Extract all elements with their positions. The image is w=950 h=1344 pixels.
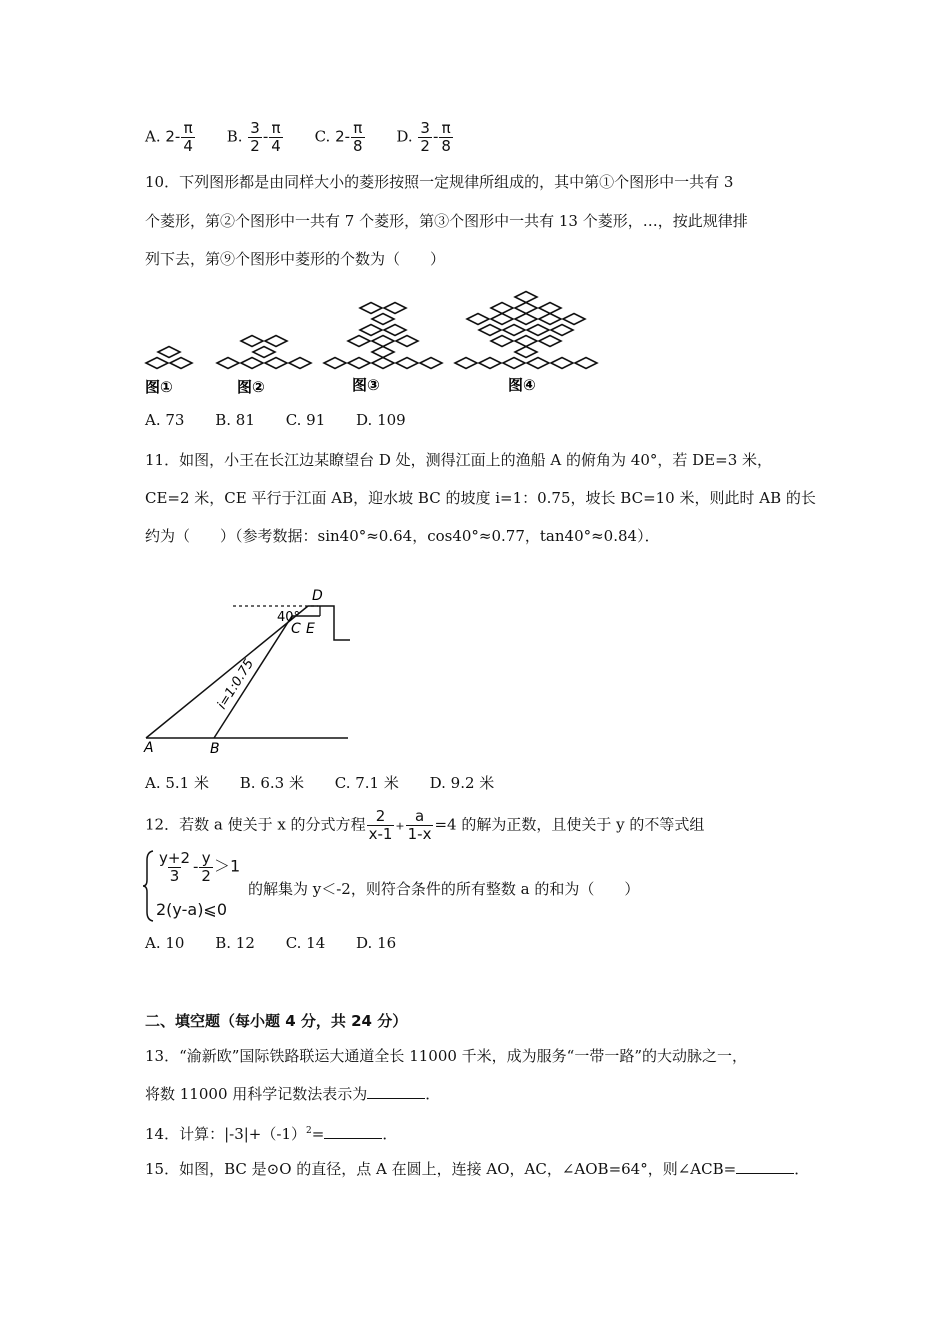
rhombus — [539, 303, 561, 314]
frac-num: 3 — [420, 119, 430, 137]
q9-options-row — [145, 120, 480, 155]
frac-den: 8 — [441, 137, 451, 155]
rhombus — [372, 336, 394, 347]
q11-options — [145, 772, 520, 793]
rhombus — [503, 325, 525, 336]
q13-line-1: 13．“渝新欧”国际铁路联运大通道全长 11000 千米，成为服务“一带一路”的大动脉之一， — [145, 1047, 748, 1065]
q10-option-c: C. 91 — [285, 411, 326, 429]
frac-num: y+2 — [159, 849, 190, 867]
frac-den: 2 — [201, 867, 211, 885]
frac-num: π — [183, 119, 193, 137]
q12-option-c: C. 14 — [285, 934, 326, 952]
label-angle: 40° — [277, 610, 301, 625]
rhombus — [563, 314, 585, 325]
rhombus — [515, 314, 537, 325]
frac-num: 2 — [375, 807, 386, 825]
section-2-title: 二、填空题（每小题 4 分，共 24 分） — [145, 1012, 408, 1030]
rhombus — [324, 358, 346, 369]
minus: - — [432, 127, 439, 146]
frac-den: 2 — [250, 137, 260, 155]
q12-inequality-2: 2(y-a)⩽0 — [156, 900, 228, 919]
q11-option-d: D. 9.2 米 — [429, 774, 495, 792]
rhombus — [241, 336, 263, 347]
rhombus — [455, 358, 477, 369]
rhombus — [384, 303, 406, 314]
q12-suffix: =4 的解为正数，且使关于 y 的不等式组 — [434, 815, 705, 834]
frac-den: x-1 — [368, 825, 393, 843]
rhombus — [372, 358, 394, 369]
q12-option-a: A. 10 — [145, 934, 185, 952]
rhombus — [265, 336, 287, 347]
minus: - — [262, 127, 269, 146]
q11-option-a: A. 5.1 米 — [145, 774, 209, 792]
q10-option-a: A. 73 — [145, 411, 185, 429]
rhombus — [241, 358, 263, 369]
system-brace — [143, 850, 155, 922]
q15-line — [145, 1159, 809, 1179]
rhombus — [348, 336, 370, 347]
q13-text: 将数 11000 用科学记数法表示为 — [145, 1085, 368, 1103]
q14-exponent: 2 — [306, 1126, 312, 1136]
rhombus — [491, 314, 513, 325]
rhombus — [527, 358, 549, 369]
frac-den: 4 — [183, 137, 193, 155]
option-label: D. — [396, 127, 413, 146]
q12-options — [145, 934, 422, 952]
q9-option-b — [227, 120, 284, 155]
rhombus — [372, 347, 394, 358]
label-c: C — [291, 621, 301, 637]
q14-text: 14．计算：|-3|+（-1） — [145, 1125, 306, 1143]
label-d: D — [312, 588, 323, 604]
q14-equals: = — [311, 1125, 325, 1143]
fraction — [248, 120, 262, 155]
rhombus — [551, 358, 573, 369]
q15-end: ． — [794, 1160, 810, 1178]
frac-num: a — [414, 807, 425, 825]
rhombus — [479, 325, 501, 336]
rhombus — [360, 303, 382, 314]
option-label: B. — [226, 127, 243, 146]
rhombus — [170, 358, 192, 369]
fraction — [181, 120, 195, 155]
rhombus — [551, 325, 573, 336]
rhombus — [146, 358, 168, 369]
answer-blank — [736, 1159, 794, 1174]
option-label: A. — [145, 127, 161, 146]
frac-num: π — [353, 119, 363, 137]
rhombus — [420, 358, 442, 369]
label-a: A — [144, 740, 154, 756]
q12-line-2: 的解集为 y＜-2，则符合条件的所有整数 a 的和为（ ） — [248, 880, 640, 898]
q10-option-d: D. 109 — [356, 411, 406, 429]
q11-option-b: B. 6.3 米 — [239, 774, 304, 792]
rhombus-group — [146, 292, 597, 369]
q9-option-d — [396, 120, 454, 155]
q13-line-2 — [145, 1084, 440, 1104]
label-slope: i=1:0.75 — [214, 656, 258, 713]
label-e: E — [306, 621, 315, 637]
option-int: 2- — [335, 127, 351, 146]
slope-bc — [214, 616, 292, 738]
fraction — [406, 808, 434, 843]
rhombus — [515, 292, 537, 303]
q10-line-3: 列下去，第⑨个图形中菱形的个数为（ ） — [145, 250, 446, 268]
q14-line — [145, 1121, 397, 1144]
frac-den: 3 — [169, 867, 180, 885]
rhombus — [253, 347, 275, 358]
q12-option-b: B. 12 — [215, 934, 255, 952]
rhombus — [539, 336, 561, 347]
q10-line-2: 个菱形，第②个图形中一共有 7 个菱形，第③个图形中一共有 13 个菱形，…，按此规律排 — [145, 212, 748, 230]
rhombus — [539, 314, 561, 325]
rhombus — [575, 358, 597, 369]
frac-den: 8 — [353, 137, 363, 155]
q12-line-1 — [145, 808, 704, 843]
q12-option-d: D. 16 — [356, 934, 397, 952]
rhombus — [360, 325, 382, 336]
rhombus — [491, 336, 513, 347]
ineq-rhs: ＞1 — [213, 856, 241, 876]
fig-label-4: 图④ — [508, 376, 536, 394]
frac-den: 4 — [271, 137, 281, 155]
frac-num: y — [201, 849, 211, 867]
fraction — [439, 120, 453, 155]
answer-blank — [367, 1084, 425, 1099]
frac-den: 1-x — [407, 825, 432, 843]
frac-den: 2 — [420, 137, 430, 155]
frac-num: π — [271, 119, 281, 137]
q10-option-b: B. 81 — [215, 411, 255, 429]
q9-option-a — [145, 120, 196, 155]
q10-line-1: 10．下列图形都是由同样大小的菱形按照一定规律所组成的，其中第①个图形中一共有 3 — [145, 173, 734, 191]
fraction — [199, 850, 213, 885]
rhombus — [503, 358, 525, 369]
fig-label-3: 图③ — [352, 376, 380, 394]
rhombus — [348, 358, 370, 369]
q9-option-c — [315, 120, 366, 155]
q11-option-c: C. 7.1 米 — [334, 774, 399, 792]
rhombus — [217, 358, 239, 369]
fraction — [367, 808, 395, 843]
rhombus — [289, 358, 311, 369]
q12-prefix: 12．若数 a 使关于 x 的分式方程 — [145, 815, 366, 834]
q11-line-3: 约为（ ）（参考数据：sin40°≈0.64，cos40°≈0.77，tan40°≈0.84）． — [145, 527, 660, 545]
fraction — [351, 120, 365, 155]
option-int: 2- — [165, 127, 181, 146]
rhombus — [467, 314, 489, 325]
q10-options — [145, 411, 432, 429]
fraction — [269, 120, 283, 155]
rhombus — [265, 358, 287, 369]
rhombus — [384, 325, 406, 336]
fraction — [157, 850, 192, 885]
rhombus — [515, 347, 537, 358]
q15-text: 15．如图，BC 是⊙O 的直径，点 A 在圆上，连接 AO，AC，∠AOB=64°，则∠ACB= — [145, 1160, 737, 1178]
plus: + — [395, 819, 405, 833]
minus: - — [193, 857, 199, 876]
q14-end: ． — [382, 1125, 398, 1143]
q12-inequality-1 — [156, 850, 240, 885]
fraction — [418, 120, 432, 155]
q13-end: ． — [425, 1085, 441, 1103]
rhombus-pattern-figure — [140, 280, 610, 400]
rhombus — [396, 358, 418, 369]
fig-label-2: 图② — [237, 378, 265, 396]
rhombus — [515, 303, 537, 314]
rhombus — [479, 358, 501, 369]
frac-num: π — [441, 119, 451, 137]
rhombus — [491, 303, 513, 314]
rhombus — [396, 336, 418, 347]
rhombus — [158, 347, 180, 358]
watchtower-diagram — [140, 582, 360, 757]
fig-label-1: 图① — [145, 378, 173, 396]
frac-num: 3 — [250, 119, 260, 137]
label-b: B — [210, 741, 220, 757]
rhombus — [515, 336, 537, 347]
q11-line-2: CE=2 米，CE 平行于江面 AB，迎水坡 BC 的坡度 i=1：0.75，坡长 BC=10 米，则此时 AB 的长 — [145, 489, 816, 507]
rhombus — [372, 314, 394, 325]
q11-line-1: 11．如图，小王在长江边某瞭望台 D 处，测得江面上的渔船 A 的俯角为 40°，若 DE=3 米， — [145, 451, 773, 469]
rhombus — [527, 325, 549, 336]
option-label: C. — [314, 127, 331, 146]
answer-blank — [324, 1124, 382, 1139]
